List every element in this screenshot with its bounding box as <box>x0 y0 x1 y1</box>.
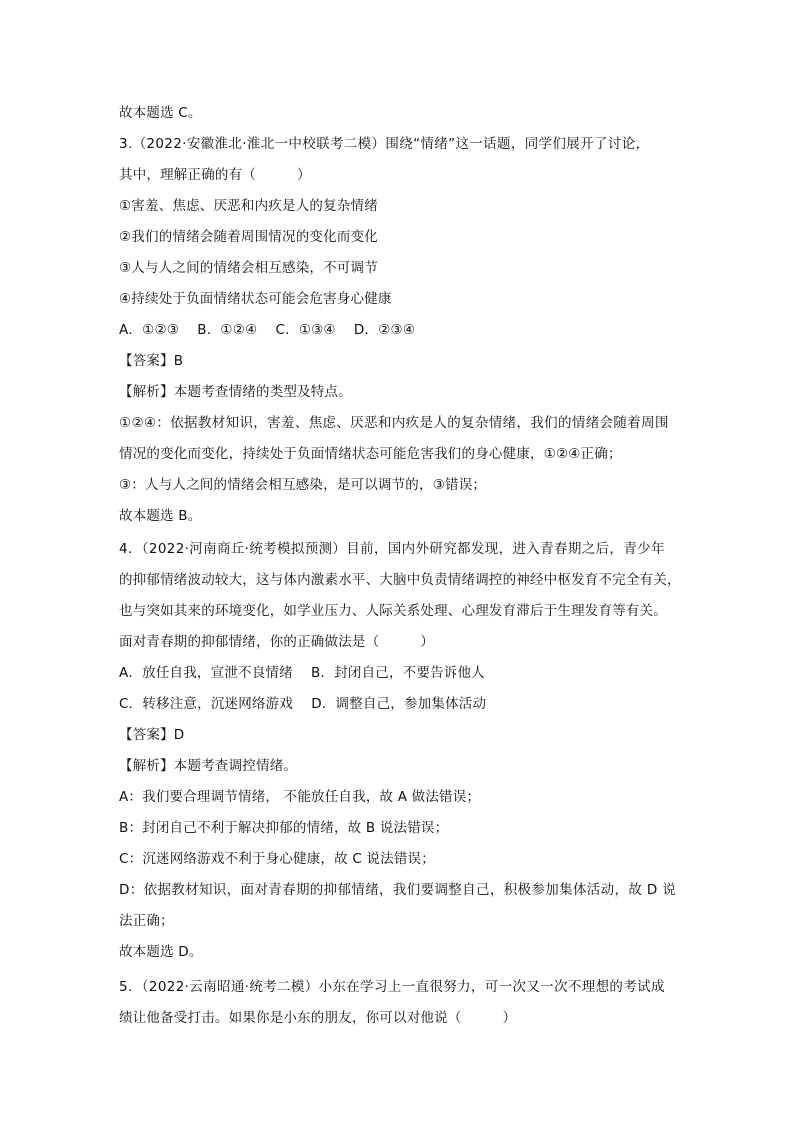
question-4-analysis-line: 法正确； <box>119 913 174 929</box>
question-3-item-1: ①害羞、焦虑、厌恶和内疚是人的复杂情绪 <box>119 198 378 214</box>
question-4-analysis-line: D：依据教材知识，面对青春期的抑郁情绪，我们要调整自己，积极参加集体活动，故 D 说 <box>119 882 677 898</box>
question-4-stem-cont: 也与突如其来的环境变化，如学业压力、人际关系处理、心理发育滞后于生理发育等有关。 <box>119 603 667 619</box>
question-3-item-2: ②我们的情绪会随着周围情况的变化而变化 <box>119 229 378 245</box>
question-3-analysis-line: ①②④：依据教材知识，害羞、焦虑、厌恶和内疚是人的复杂情绪，我们的情绪会随着周围 <box>119 415 669 431</box>
question-4-options-ab: A．放任自我，宣泄不良情绪 B．封闭自己，不要告诉他人 <box>119 665 485 681</box>
question-3-analysis: 【解析】本题考查情绪的类型及特点。 <box>119 384 352 400</box>
question-4-options-cd: C．转移注意，沉迷网络游戏 D．调整自己，参加集体活动 <box>119 696 487 712</box>
question-4-analysis: 【解析】本题考查调控情绪。 <box>119 758 298 774</box>
question-5-stem: 5．（2022·云南昭通·统考二模）小东在学习上一直很努力，可一次又一次不理想的考试成 <box>119 979 665 995</box>
question-3-options: A．①②③ B．①②④ C．①③④ D．②③④ <box>119 322 416 338</box>
question-3-stem-cont: 其中，理解正确的有（ ） <box>119 167 311 183</box>
question-4-answer: 【答案】D <box>119 727 185 743</box>
question-5-stem-cont: 绩让他备受打击。如果你是小东的朋友，你可以对他说（ ） <box>119 1010 517 1026</box>
question-3-analysis-line: 情况的变化而变化，持续处于负面情绪状态可能危害我们的身心健康，①②④正确； <box>119 446 622 462</box>
question-3-stem: 3.（2022·安徽淮北·淮北一中校联考二模）围绕“情绪”这一话题，同学们展开了讨论， <box>119 136 650 152</box>
question-3-answer: 【答案】B <box>119 353 184 369</box>
question-4-analysis-line: B：封闭自己不利于解决抑郁的情绪，故 B 说法错误； <box>119 820 449 836</box>
question-3-item-4: ④持续处于负面情绪状态可能会危害身心健康 <box>119 291 392 307</box>
text-line: 故本题选 C。 <box>119 105 202 121</box>
question-4-stem-cont: 面对青春期的抑郁情绪，你的正确做法是（ ） <box>119 634 435 650</box>
question-3-item-3: ③人与人之间的情绪会相互感染，不可调节 <box>119 260 378 276</box>
question-4-stem: 4．（2022·河南商丘·统考模拟预测）目前，国内外研究都发现，进入青春期之后，青少年 <box>119 541 665 557</box>
question-4-conclusion: 故本题选 D。 <box>119 944 203 960</box>
question-4-stem-cont: 的抑郁情绪波动较大，这与体内激素水平、大脑中负责情绪调控的神经中枢发育不完全有关， <box>119 572 681 588</box>
question-4-analysis-line: C：沉迷网络游戏不利于身心健康，故 C 说法错误； <box>119 851 435 867</box>
question-3-analysis-line: ③：人与人之间的情绪会相互感染，是可以调节的，③错误； <box>119 477 487 493</box>
question-4-analysis-line: A：我们要合理调节情绪， 不能放任自我，故 A 做法错误； <box>119 789 481 805</box>
question-3-conclusion: 故本题选 B。 <box>119 508 202 524</box>
